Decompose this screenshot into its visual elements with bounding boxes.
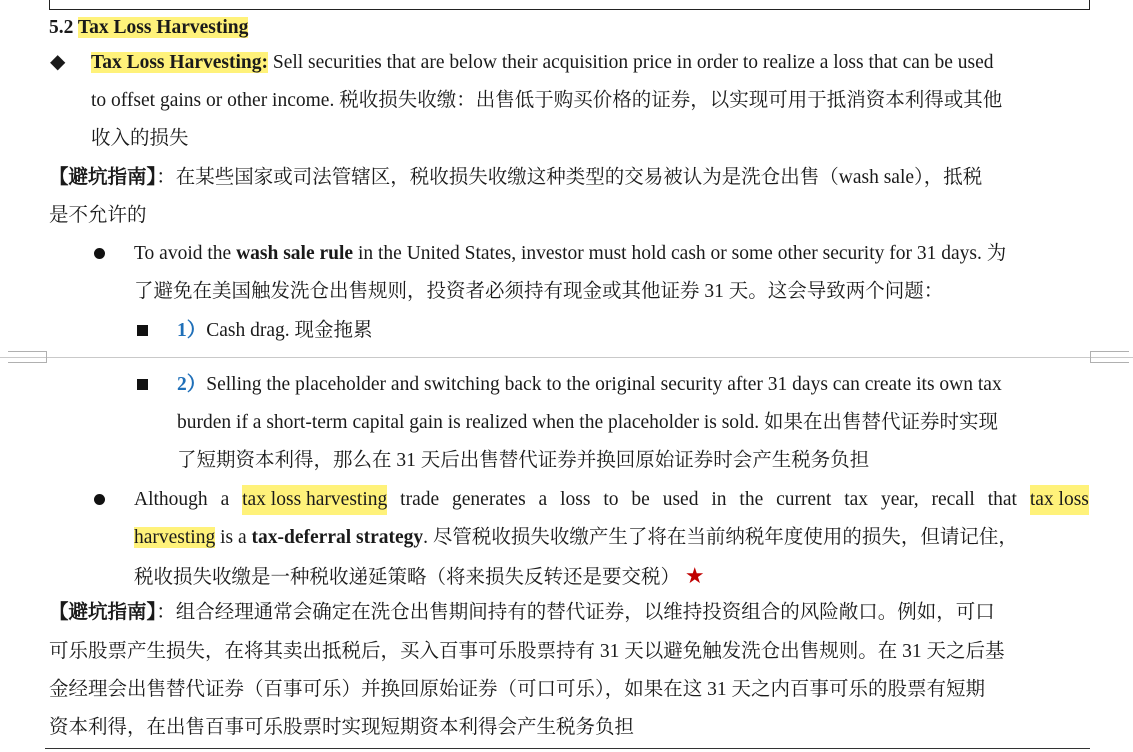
word: Although [134, 489, 208, 510]
definition-line-2: to offset gains or other income. 税收损失收缴：出售低于购买价格的证券，以实现可用于抵消资本利得或其他 [91, 90, 1003, 111]
bullet-2-text-b: . 尽管税收损失收缴产生了将在当前纳税年度使用的损失，但请记住， [423, 527, 1018, 548]
word: used [662, 489, 699, 510]
sub-item-1-text: Cash drag. 现金拖累 [206, 320, 373, 341]
highlight-tax-loss: tax loss [1030, 485, 1089, 515]
tip-2-line-3: 金经理会出售替代证券（百事可乐）并换回原始证券（可口可乐），如果在这 31 天之内百事可乐的股票有短期 [49, 679, 986, 700]
word: the [739, 489, 764, 510]
sub-item-2-line-2: burden if a short-term capital gain is realized when the placeholder is sold. 如果在出售替代证券时实现 [177, 412, 998, 433]
square-bullet-icon [137, 379, 148, 390]
tip-2-line-4: 资本利得，在出售百事可乐股票时实现短期资本利得会产生税务负担 [49, 717, 635, 738]
word: in [711, 489, 727, 510]
word: be [631, 489, 650, 510]
diamond-bullet-icon: ◆ [50, 51, 66, 73]
word: a [538, 489, 548, 510]
sub-item-2-line-1 [177, 370, 1002, 400]
sub-item-1-number: 1） [177, 320, 207, 341]
page-corner-mark-left [8, 351, 47, 363]
page-corner-mark-right [1090, 351, 1129, 363]
highlight-harvesting: harvesting [134, 527, 216, 548]
word: to [603, 489, 619, 510]
previous-section-box [49, 0, 1090, 10]
word: current [776, 489, 832, 510]
page-break-divider [0, 357, 1133, 358]
tip-1-label: 【避坑指南】 [49, 167, 157, 188]
definition-text: Sell securities that are below their acquisition price in order to realize a loss that can be used [272, 52, 994, 73]
wash-sale-rule-term: wash sale rule [236, 243, 354, 264]
word: generates [452, 489, 526, 510]
word: loss [560, 489, 591, 510]
section-number: 5.2 [49, 17, 74, 38]
bullet-2-text-c: 税收损失收缴是一种税收递延策略（将来损失反转还是要交税） [134, 567, 681, 588]
definition-term: Tax Loss Harvesting: [91, 52, 268, 73]
bullet-1-text-b: in the United States, investor must hold cash or some other security for 31 days. 为 [353, 243, 1007, 264]
word: tax [844, 489, 869, 510]
tip-2-line-2: 可乐股票产生损失，在将其卖出抵税后，买入百事可乐股票持有 31 天以避免触发洗仓出售规则。在 31 天之后基 [49, 641, 1005, 662]
bottom-rule [45, 748, 1090, 749]
word: recall [931, 489, 975, 510]
sub-item-1 [177, 316, 373, 346]
bullet-1-text-a: To avoid the [134, 243, 237, 264]
definition-line-1 [91, 48, 1089, 78]
tip-2-text: ：组合经理通常会确定在洗仓出售期间持有的替代证券，以维持投资组合的风险敞口。例如，可口 [156, 602, 995, 623]
word: a [220, 489, 230, 510]
tip-1-text: ：在某些国家或司法管辖区，税收损失收缴这种类型的交易被认为是洗仓出售（wash sale），抵税 [156, 167, 983, 188]
word: year, [880, 489, 919, 510]
highlight-tax-loss-harvesting: tax loss harvesting [242, 485, 387, 515]
word: trade [400, 489, 440, 510]
circle-bullet-icon [94, 494, 105, 505]
bullet-1-line-2: 了避免在美国触发洗仓出售规则，投资者必须持有现金或其他证券 31 天。这会导致两个问题： [134, 281, 944, 302]
tax-deferral-strategy-term: tax-deferral strategy [251, 527, 424, 548]
section-title: Tax Loss Harvesting [77, 17, 249, 38]
star-icon: ★ [684, 563, 705, 588]
bullet-2-line-1 [134, 485, 1089, 515]
bullet-1-line-1 [134, 239, 1006, 269]
sub-item-2-number: 2） [177, 374, 207, 395]
bullet-2-line-2 [134, 523, 1018, 553]
square-bullet-icon [137, 325, 148, 336]
sub-item-2-line-3: 了短期资本利得，那么在 31 天后出售替代证券并换回原始证券时会产生税务负担 [177, 450, 870, 471]
section-heading [49, 13, 248, 43]
bullet-2-line-3 [134, 561, 705, 593]
sub-item-2-text: Selling the placeholder and switching back to the original security after 31 days can create its own tax [206, 374, 1002, 395]
definition-line-3: 收入的损失 [91, 128, 189, 149]
circle-bullet-icon [94, 248, 105, 259]
word: that [987, 489, 1017, 510]
tip-2-label: 【避坑指南】 [49, 602, 157, 623]
tip-1-line-1 [49, 163, 982, 193]
bullet-2-text-a: is a [215, 527, 252, 548]
tip-1-line-2: 是不允许的 [49, 205, 147, 226]
tip-2-line-1 [49, 598, 995, 628]
